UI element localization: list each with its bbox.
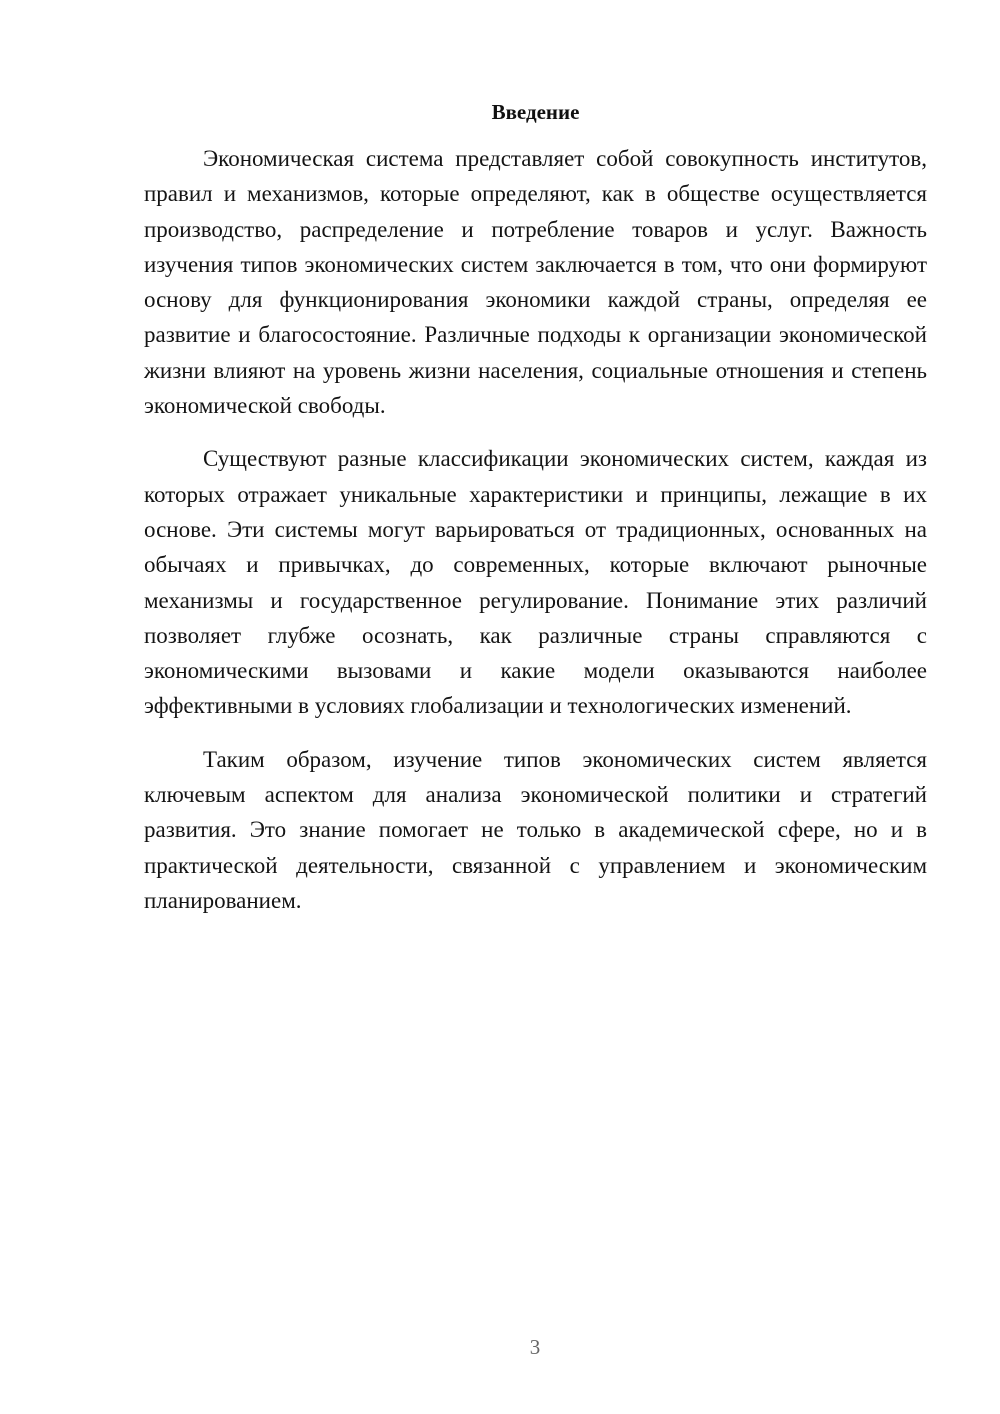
page-number: 3 xyxy=(529,1335,541,1359)
section-heading: Введение xyxy=(491,100,580,124)
paragraph-3: Таким образом, изучение типов экономических систем является ключевым аспектом для анализа экономической политики и стратегий развития. Это знание помогает не только в академической сфере, но и в практической деятельности, связанной с управлением и экономическим планированием. xyxy=(144,746,927,913)
body-text xyxy=(144,141,927,936)
paragraph-2: Существуют разные классификации экономических систем, каждая из которых отражает уникальные характеристики и принципы, лежащие в их основе. Эти системы могут варьироваться от традиционных, основанных на обычаях и привычках, до современных, которые включают рыночные механизмы и государственное регулирование. Понимание этих различий позволяет глубже осознать, как различные страны справляются с экономическими вызовами и какие модели оказываются наиболее эффективными в условиях глобализации и технологических изменений. xyxy=(144,446,927,719)
paragraph-1: Экономическая система представляет собой совокупность институтов, правил и механизмов, которые определяют, как в обществе осуществляется производство, распределение и потребление товаров и услуг. Важность изучения типов экономических систем заключается в том, что они формируют основу для функционирования экономики каждой страны, определяя ее развитие и благосостояние. Различные подходы к организации экономической жизни влияют на уровень жизни населения, социальные отношения и степень экономической свободы. xyxy=(144,146,927,419)
